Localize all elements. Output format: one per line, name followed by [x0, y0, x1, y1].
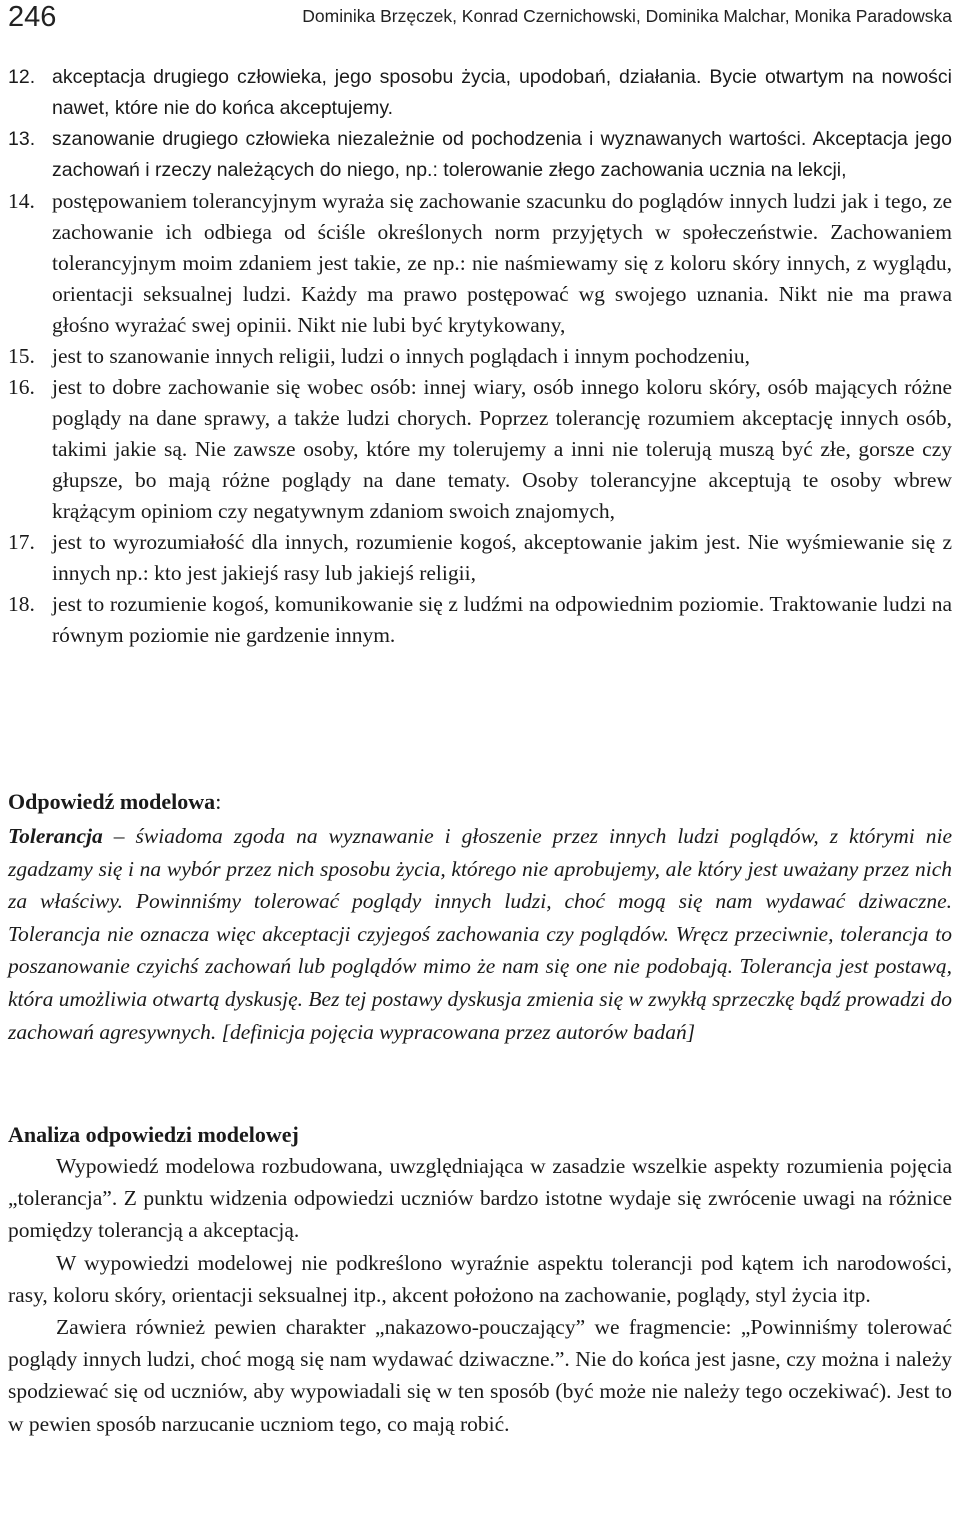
list-item-text: postępowaniem tolerancyjnym wyraża się zachowanie szacunku do poglądów innych ludzi jak i tego, ze zachowanie ich odbiega od ściśle określonych norm przyjętych w społeczeństwie. Zachowaniem tolerancyjnym moim zdaniem jest takie, ze np.: nie naśmiewamy się z koloru skóry innych, z wyglądu, orientacji seksualnej ludzi. Każdy ma prawo postępować wg swojego uznania. Nikt nie ma prawa głośno wyrażać swej opinii. Nikt nie lubi być krytykowany,	[52, 189, 952, 337]
list-item-text: jest to dobre zachowanie się wobec osób: innej wiary, osób innego koloru skóry, osób mających różne poglądy na dane sprawy, a także ludzi chorych. Poprzez tolerancję rozumiem akceptację innych osób, takimi jakie są. Nie zawsze osoby, które my tolerujemy a inni nie tolerują muszą być złe, gorsze czy głupsze, bo mają różne poglądy na dane tematy. Osoby tolerancyjne akceptują te osoby wbrew krążącym opiniom czy negatywnym zdaniom swoich znajomych,	[52, 375, 952, 523]
list-item-number: 18.	[8, 592, 35, 616]
list-item-13	[8, 124, 952, 186]
model-answer-term: Tolerancja	[8, 824, 103, 848]
list-item-number: 14.	[8, 189, 35, 213]
running-head-authors: Dominika Brzęczek, Konrad Czernichowski, Dominika Malchar, Monika Paradowska	[302, 6, 952, 26]
list-item-number: 16.	[8, 375, 35, 399]
list-item-12	[8, 62, 952, 124]
analysis-section	[8, 1150, 952, 1440]
student-answers-list	[8, 62, 952, 651]
model-answer-heading	[8, 787, 221, 817]
list-item-16	[8, 372, 952, 527]
analysis-paragraph-2: W wypowiedzi modelowej nie podkreślono wyraźnie aspektu tolerancji pod kątem ich narodowości, rasy, koloru skóry, orientacji seksualnej itp., akcent położono na zachowanie, poglądy, styl życia itp.	[8, 1250, 952, 1307]
model-answer-heading-label: Odpowiedź modelowa	[8, 789, 216, 814]
list-item-text: jest to szanowanie innych religii, ludzi o innych poglądach i innym pochodzeniu,	[52, 344, 750, 368]
list-item-text: akceptacja drugiego człowieka, jego sposobu życia, upodobań, działania. Bycie otwartym na nowości nawet, które nie do końca akceptujemy.	[52, 66, 952, 119]
list-item-text: jest to wyrozumiałość dla innych, rozumienie kogoś, akceptowanie jakim jest. Nie wyśmiewanie się z innych np.: kto jest jakiejś rasy lub jakiejś religii,	[52, 530, 952, 585]
list-item-number: 13.	[8, 128, 36, 150]
list-item-text: szanowanie drugiego człowieka niezależnie od pochodzenia i wyznawanych wartości. Akceptacja jego zachowań i rzeczy należących do niego, np.: tolerowanie złego zachowania ucznia na lekcji,	[52, 128, 952, 181]
list-item-15	[8, 341, 952, 372]
list-item-14	[8, 186, 952, 341]
analysis-heading: Analiza odpowiedzi modelowej	[8, 1122, 299, 1147]
analysis-paragraph-3: Zawiera również pewien charakter „nakazowo-pouczający” we fragmencie: „Powinniśmy tolerować poglądy innych ludzi, choć mogą się nam wydawać dziwaczne.”. Nie do końca jest jasne, czy można i należy spodziewać się od uczniów, aby wypowiadali się w ten sposób (być może nie należy tego oczekiwać). Jest to w pewien sposób narzucanie uczniom tego, co mają robić.	[8, 1315, 952, 1436]
list-item-number: 17.	[8, 530, 35, 554]
list-item-18	[8, 589, 952, 651]
model-answer-definition: – świadoma zgoda na wyznawanie i głoszenie przez innych ludzi poglądów, z którymi nie zgadzamy się i na wybór przez nich sposobu życia, którego nie aprobujemy, ale który jest uważany przez nich za właściwy. Powinniśmy tolerować poglądy innych ludzi, choć mogą się nam wydawać dziwaczne. Tolerancja nie oznacza więc akceptacji czyjegoś zachowania czy poglądów. Wręcz przeciwnie, tolerancja to poszanowanie czyichś zachowań lub poglądów mimo że nam się one nie podobają. Tolerancja jest postawą, która umożliwia otwartą dyskusję. Bez tej postawy dyskusja zmienia się w zwykłą sprzeczkę bądź prowadzi do zachowań agresywnych. [definicja pojęcia wypracowana przez autorów badań]	[8, 824, 952, 1044]
page-header	[8, 0, 952, 36]
list-item-number: 12.	[8, 66, 36, 88]
list-item-text: jest to rozumienie kogoś, komunikowanie się z ludźmi na odpowiednim poziomie. Traktowanie ludzi na równym poziomie nie gardzenie innym.	[52, 592, 952, 647]
model-answer-heading-colon: :	[215, 789, 222, 814]
page-number: 246	[8, 1, 57, 33]
model-answer-text	[8, 820, 952, 1048]
analysis-paragraph-1: Wypowiedź modelowa rozbudowana, uwzględniająca w zasadzie wszelkie aspekty rozumienia pojęcia „tolerancja”. Z punktu widzenia odpowiedzi uczniów bardzo istotne wydaje się zwrócenie uwagi na różnice pomiędzy tolerancją a akceptacją.	[8, 1154, 952, 1243]
list-item-number: 15.	[8, 344, 35, 368]
list-item-17	[8, 527, 952, 589]
